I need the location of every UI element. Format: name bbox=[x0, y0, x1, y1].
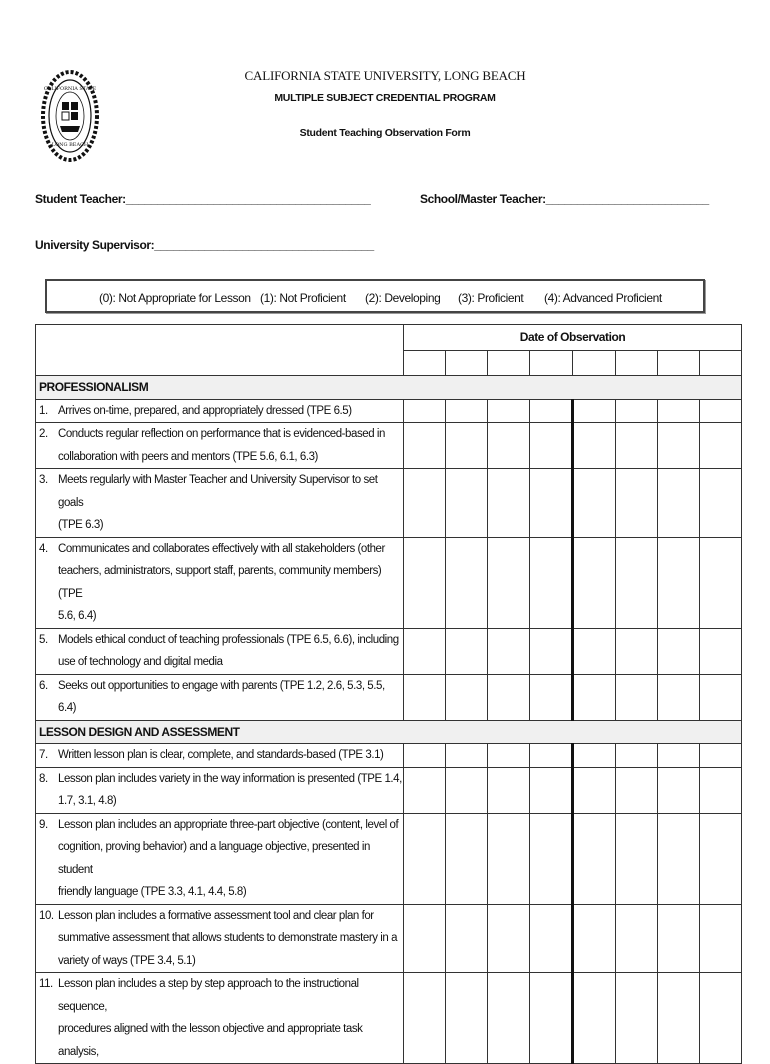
criterion-line: Models ethical conduct of teaching professionals (TPE 6.5, 6.6), including bbox=[58, 633, 399, 646]
rating-cell[interactable] bbox=[446, 973, 488, 1064]
rating-cell[interactable] bbox=[446, 628, 488, 674]
rating-cell[interactable] bbox=[530, 744, 573, 768]
rating-cell[interactable] bbox=[700, 744, 742, 768]
rating-cell[interactable] bbox=[488, 399, 530, 423]
rating-cell[interactable] bbox=[573, 399, 616, 423]
rating-cell[interactable] bbox=[530, 904, 573, 973]
rating-scale-legend bbox=[45, 279, 705, 313]
criterion-line: friendly language (TPE 3.3, 4.1, 4.4, 5.8) bbox=[58, 886, 247, 898]
rating-cell[interactable] bbox=[488, 674, 530, 720]
rating-cell[interactable] bbox=[616, 674, 658, 720]
seal-top-text: CALIFORNIA STATE bbox=[43, 86, 97, 92]
rating-cell[interactable] bbox=[700, 628, 742, 674]
criterion-line: 1.7, 3.1, 4.8) bbox=[58, 795, 117, 807]
criterion-text bbox=[36, 744, 404, 768]
rating-cell[interactable] bbox=[658, 469, 700, 538]
rating-cell[interactable] bbox=[404, 744, 446, 768]
university-supervisor-field[interactable]: University Supervisor:___________________________________ bbox=[35, 238, 374, 252]
criterion-text bbox=[36, 537, 404, 628]
table-row bbox=[36, 767, 742, 813]
criterion-text bbox=[36, 973, 404, 1064]
rating-cell[interactable] bbox=[700, 767, 742, 813]
rating-cell[interactable] bbox=[658, 423, 700, 469]
rating-cell[interactable] bbox=[616, 904, 658, 973]
rating-cell[interactable] bbox=[446, 904, 488, 973]
observation-date-cell[interactable] bbox=[658, 351, 700, 376]
rating-cell[interactable] bbox=[404, 767, 446, 813]
rating-cell[interactable] bbox=[446, 674, 488, 720]
criterion-line: summative assessment that allows students to demonstrate mastery in a bbox=[58, 932, 398, 944]
rating-cell[interactable] bbox=[488, 973, 530, 1064]
observation-date-cell[interactable] bbox=[446, 351, 488, 376]
rating-cell[interactable] bbox=[658, 973, 700, 1064]
rating-cell[interactable] bbox=[530, 813, 573, 904]
criterion-line: variety of ways (TPE 3.4, 5.1) bbox=[58, 954, 196, 967]
rating-cell[interactable] bbox=[530, 423, 573, 469]
criterion-line: Seeks out opportunities to engage with parents (TPE 1.2, 2.6, 5.3, 5.5, 6.4) bbox=[58, 679, 385, 714]
rating-cell[interactable] bbox=[488, 537, 530, 628]
rating-cell[interactable] bbox=[700, 423, 742, 469]
rating-cell[interactable] bbox=[616, 628, 658, 674]
criterion-number: 10. bbox=[39, 909, 54, 922]
rating-cell[interactable] bbox=[700, 973, 742, 1064]
rating-cell[interactable] bbox=[488, 744, 530, 768]
rating-cell[interactable] bbox=[488, 767, 530, 813]
criterion-line: Meets regularly with Master Teacher and University Supervisor to set goals bbox=[58, 474, 378, 509]
scale-level-0: (0): Not Appropriate for Lesson bbox=[99, 291, 251, 305]
rating-cell[interactable] bbox=[700, 904, 742, 973]
rating-cell[interactable] bbox=[658, 674, 700, 720]
rating-cell[interactable] bbox=[658, 904, 700, 973]
rating-cell[interactable] bbox=[616, 469, 658, 538]
criterion-line: Lesson plan includes variety in the way information is presented (TPE 1.4, bbox=[58, 772, 402, 785]
criterion-line: (TPE 6.3) bbox=[58, 519, 104, 531]
rating-cell[interactable] bbox=[404, 469, 446, 538]
criterion-number: 6. bbox=[39, 679, 48, 692]
table-row bbox=[36, 744, 742, 768]
rating-cell[interactable] bbox=[700, 469, 742, 538]
criterion-line: collaboration with peers and mentors (TPE 5.6, 6.1, 6.3) bbox=[58, 450, 318, 463]
criterion-number: 7. bbox=[39, 749, 48, 761]
rating-cell[interactable] bbox=[404, 904, 446, 973]
rating-cell[interactable] bbox=[573, 537, 616, 628]
criterion-number: 8. bbox=[39, 772, 48, 785]
criterion-line: Arrives on-time, prepared, and appropriately dressed (TPE 6.5) bbox=[58, 404, 352, 417]
rating-cell[interactable] bbox=[530, 767, 573, 813]
criterion-number: 3. bbox=[39, 474, 48, 486]
rating-cell[interactable] bbox=[446, 813, 488, 904]
rating-cell[interactable] bbox=[616, 973, 658, 1064]
student-teacher-field[interactable]: Student Teacher:_______________________________________ bbox=[35, 192, 371, 206]
criteria-header-blank bbox=[36, 325, 404, 376]
criterion-line: procedures aligned with the lesson objective and appropriate task analysis, bbox=[58, 1023, 363, 1058]
criterion-line: Lesson plan includes a formative assessment tool and clear plan for bbox=[58, 909, 374, 922]
table-row bbox=[36, 904, 742, 973]
table-row bbox=[36, 973, 742, 1064]
rating-cell[interactable] bbox=[404, 813, 446, 904]
date-of-observation-header: Date of Observation bbox=[404, 325, 742, 351]
criterion-text bbox=[36, 674, 404, 720]
rating-cell[interactable] bbox=[573, 973, 616, 1064]
rating-cell[interactable] bbox=[700, 399, 742, 423]
rating-cell[interactable] bbox=[446, 744, 488, 768]
criterion-text bbox=[36, 813, 404, 904]
rating-cell[interactable] bbox=[404, 537, 446, 628]
rating-cell[interactable] bbox=[616, 423, 658, 469]
criterion-line: teachers, administrators, support staff, parents, community members) (TPE bbox=[58, 565, 382, 600]
rating-cell[interactable] bbox=[573, 904, 616, 973]
rating-cell[interactable] bbox=[488, 813, 530, 904]
criterion-line: Conducts regular reflection on performance that is evidenced-based in bbox=[58, 428, 385, 440]
criterion-number: 1. bbox=[39, 404, 48, 417]
rating-cell[interactable] bbox=[404, 399, 446, 423]
scale-level-1: (1): Not Proficient bbox=[260, 291, 346, 305]
university-title: CALIFORNIA STATE UNIVERSITY, LONG BEACH bbox=[244, 68, 526, 83]
criterion-number: 11. bbox=[39, 978, 53, 990]
criterion-line: Written lesson plan is clear, complete, and standards-based (TPE 3.1) bbox=[58, 749, 384, 761]
rating-cell[interactable] bbox=[616, 767, 658, 813]
observation-date-cell[interactable] bbox=[404, 351, 446, 376]
criterion-line: 5.6, 6.4) bbox=[58, 610, 97, 622]
rating-cell[interactable] bbox=[488, 904, 530, 973]
rating-cell[interactable] bbox=[658, 537, 700, 628]
rating-cell[interactable] bbox=[573, 674, 616, 720]
rating-cell[interactable] bbox=[404, 628, 446, 674]
criterion-number: 4. bbox=[39, 542, 48, 555]
table-row bbox=[36, 537, 742, 628]
table-row bbox=[36, 399, 742, 423]
scale-level-3: (3): Proficient bbox=[458, 291, 524, 305]
table-row bbox=[36, 674, 742, 720]
criterion-text bbox=[36, 904, 404, 973]
rating-cell[interactable] bbox=[446, 423, 488, 469]
university-seal-logo bbox=[40, 66, 100, 166]
rating-cell[interactable] bbox=[658, 628, 700, 674]
criterion-line: Lesson plan includes a step by step approach to the instructional sequence, bbox=[58, 978, 359, 1013]
rating-cell[interactable] bbox=[616, 399, 658, 423]
rating-cell[interactable] bbox=[530, 973, 573, 1064]
observation-date-cell[interactable] bbox=[573, 351, 616, 376]
rating-cell[interactable] bbox=[658, 399, 700, 423]
section-heading: PROFESSIONALISM bbox=[36, 376, 742, 400]
rating-cell[interactable] bbox=[530, 628, 573, 674]
rating-cell[interactable] bbox=[404, 973, 446, 1064]
rating-cell[interactable] bbox=[658, 767, 700, 813]
criterion-line: use of technology and digital media bbox=[58, 656, 223, 668]
rating-cell[interactable] bbox=[573, 469, 616, 538]
criterion-text bbox=[36, 399, 404, 423]
criterion-text bbox=[36, 469, 404, 538]
rating-cell[interactable] bbox=[446, 537, 488, 628]
scale-level-2: (2): Developing bbox=[365, 291, 441, 305]
table-row bbox=[36, 469, 742, 538]
criterion-line: cognition, proving behavior) and a language objective, presented in student bbox=[58, 841, 370, 876]
criterion-text bbox=[36, 767, 404, 813]
form-title: Student Teaching Observation Form bbox=[299, 127, 471, 139]
rating-cell[interactable] bbox=[573, 423, 616, 469]
seal-bottom-text: LONG BEACH bbox=[51, 142, 89, 148]
rating-cell[interactable] bbox=[488, 423, 530, 469]
criterion-text bbox=[36, 423, 404, 469]
rating-cell[interactable] bbox=[700, 813, 742, 904]
scale-level-4: (4): Advanced Proficient bbox=[544, 291, 662, 305]
rating-cell[interactable] bbox=[658, 744, 700, 768]
observation-date-cell[interactable] bbox=[488, 351, 530, 376]
rating-cell[interactable] bbox=[616, 537, 658, 628]
rating-cell[interactable] bbox=[404, 423, 446, 469]
rating-cell[interactable] bbox=[700, 537, 742, 628]
rating-cell[interactable] bbox=[530, 674, 573, 720]
section-heading: LESSON DESIGN AND ASSESSMENT bbox=[36, 720, 742, 744]
criterion-line: Lesson plan includes an appropriate three-part objective (content, level of bbox=[58, 818, 399, 831]
rating-cell[interactable] bbox=[530, 399, 573, 423]
rating-cell[interactable] bbox=[573, 744, 616, 768]
rating-cell[interactable] bbox=[488, 628, 530, 674]
rating-cell[interactable] bbox=[530, 537, 573, 628]
table-row bbox=[36, 813, 742, 904]
observation-date-cell[interactable] bbox=[700, 351, 742, 376]
criterion-number: 2. bbox=[39, 428, 48, 440]
rating-cell[interactable] bbox=[573, 813, 616, 904]
rating-cell[interactable] bbox=[616, 744, 658, 768]
table-row bbox=[36, 423, 742, 469]
observation-date-cell[interactable] bbox=[616, 351, 658, 376]
criterion-number: 5. bbox=[39, 633, 48, 646]
program-title: MULTIPLE SUBJECT CREDENTIAL PROGRAM bbox=[274, 92, 496, 104]
rating-cell[interactable] bbox=[446, 767, 488, 813]
rating-cell[interactable] bbox=[700, 674, 742, 720]
observation-table bbox=[35, 324, 742, 1064]
master-teacher-field[interactable]: School/Master Teacher:__________________________ bbox=[420, 192, 709, 206]
rating-cell[interactable] bbox=[530, 469, 573, 538]
criterion-text bbox=[36, 628, 404, 674]
criterion-number: 9. bbox=[39, 818, 48, 831]
rating-cell[interactable] bbox=[658, 813, 700, 904]
rating-cell[interactable] bbox=[446, 469, 488, 538]
observation-date-cell[interactable] bbox=[530, 351, 573, 376]
rating-cell[interactable] bbox=[573, 767, 616, 813]
rating-cell[interactable] bbox=[573, 628, 616, 674]
rating-cell[interactable] bbox=[616, 813, 658, 904]
criterion-line: Communicates and collaborates effectively with all stakeholders (other bbox=[58, 542, 385, 555]
rating-cell[interactable] bbox=[446, 399, 488, 423]
table-row bbox=[36, 628, 742, 674]
rating-cell[interactable] bbox=[404, 674, 446, 720]
rating-cell[interactable] bbox=[488, 469, 530, 538]
